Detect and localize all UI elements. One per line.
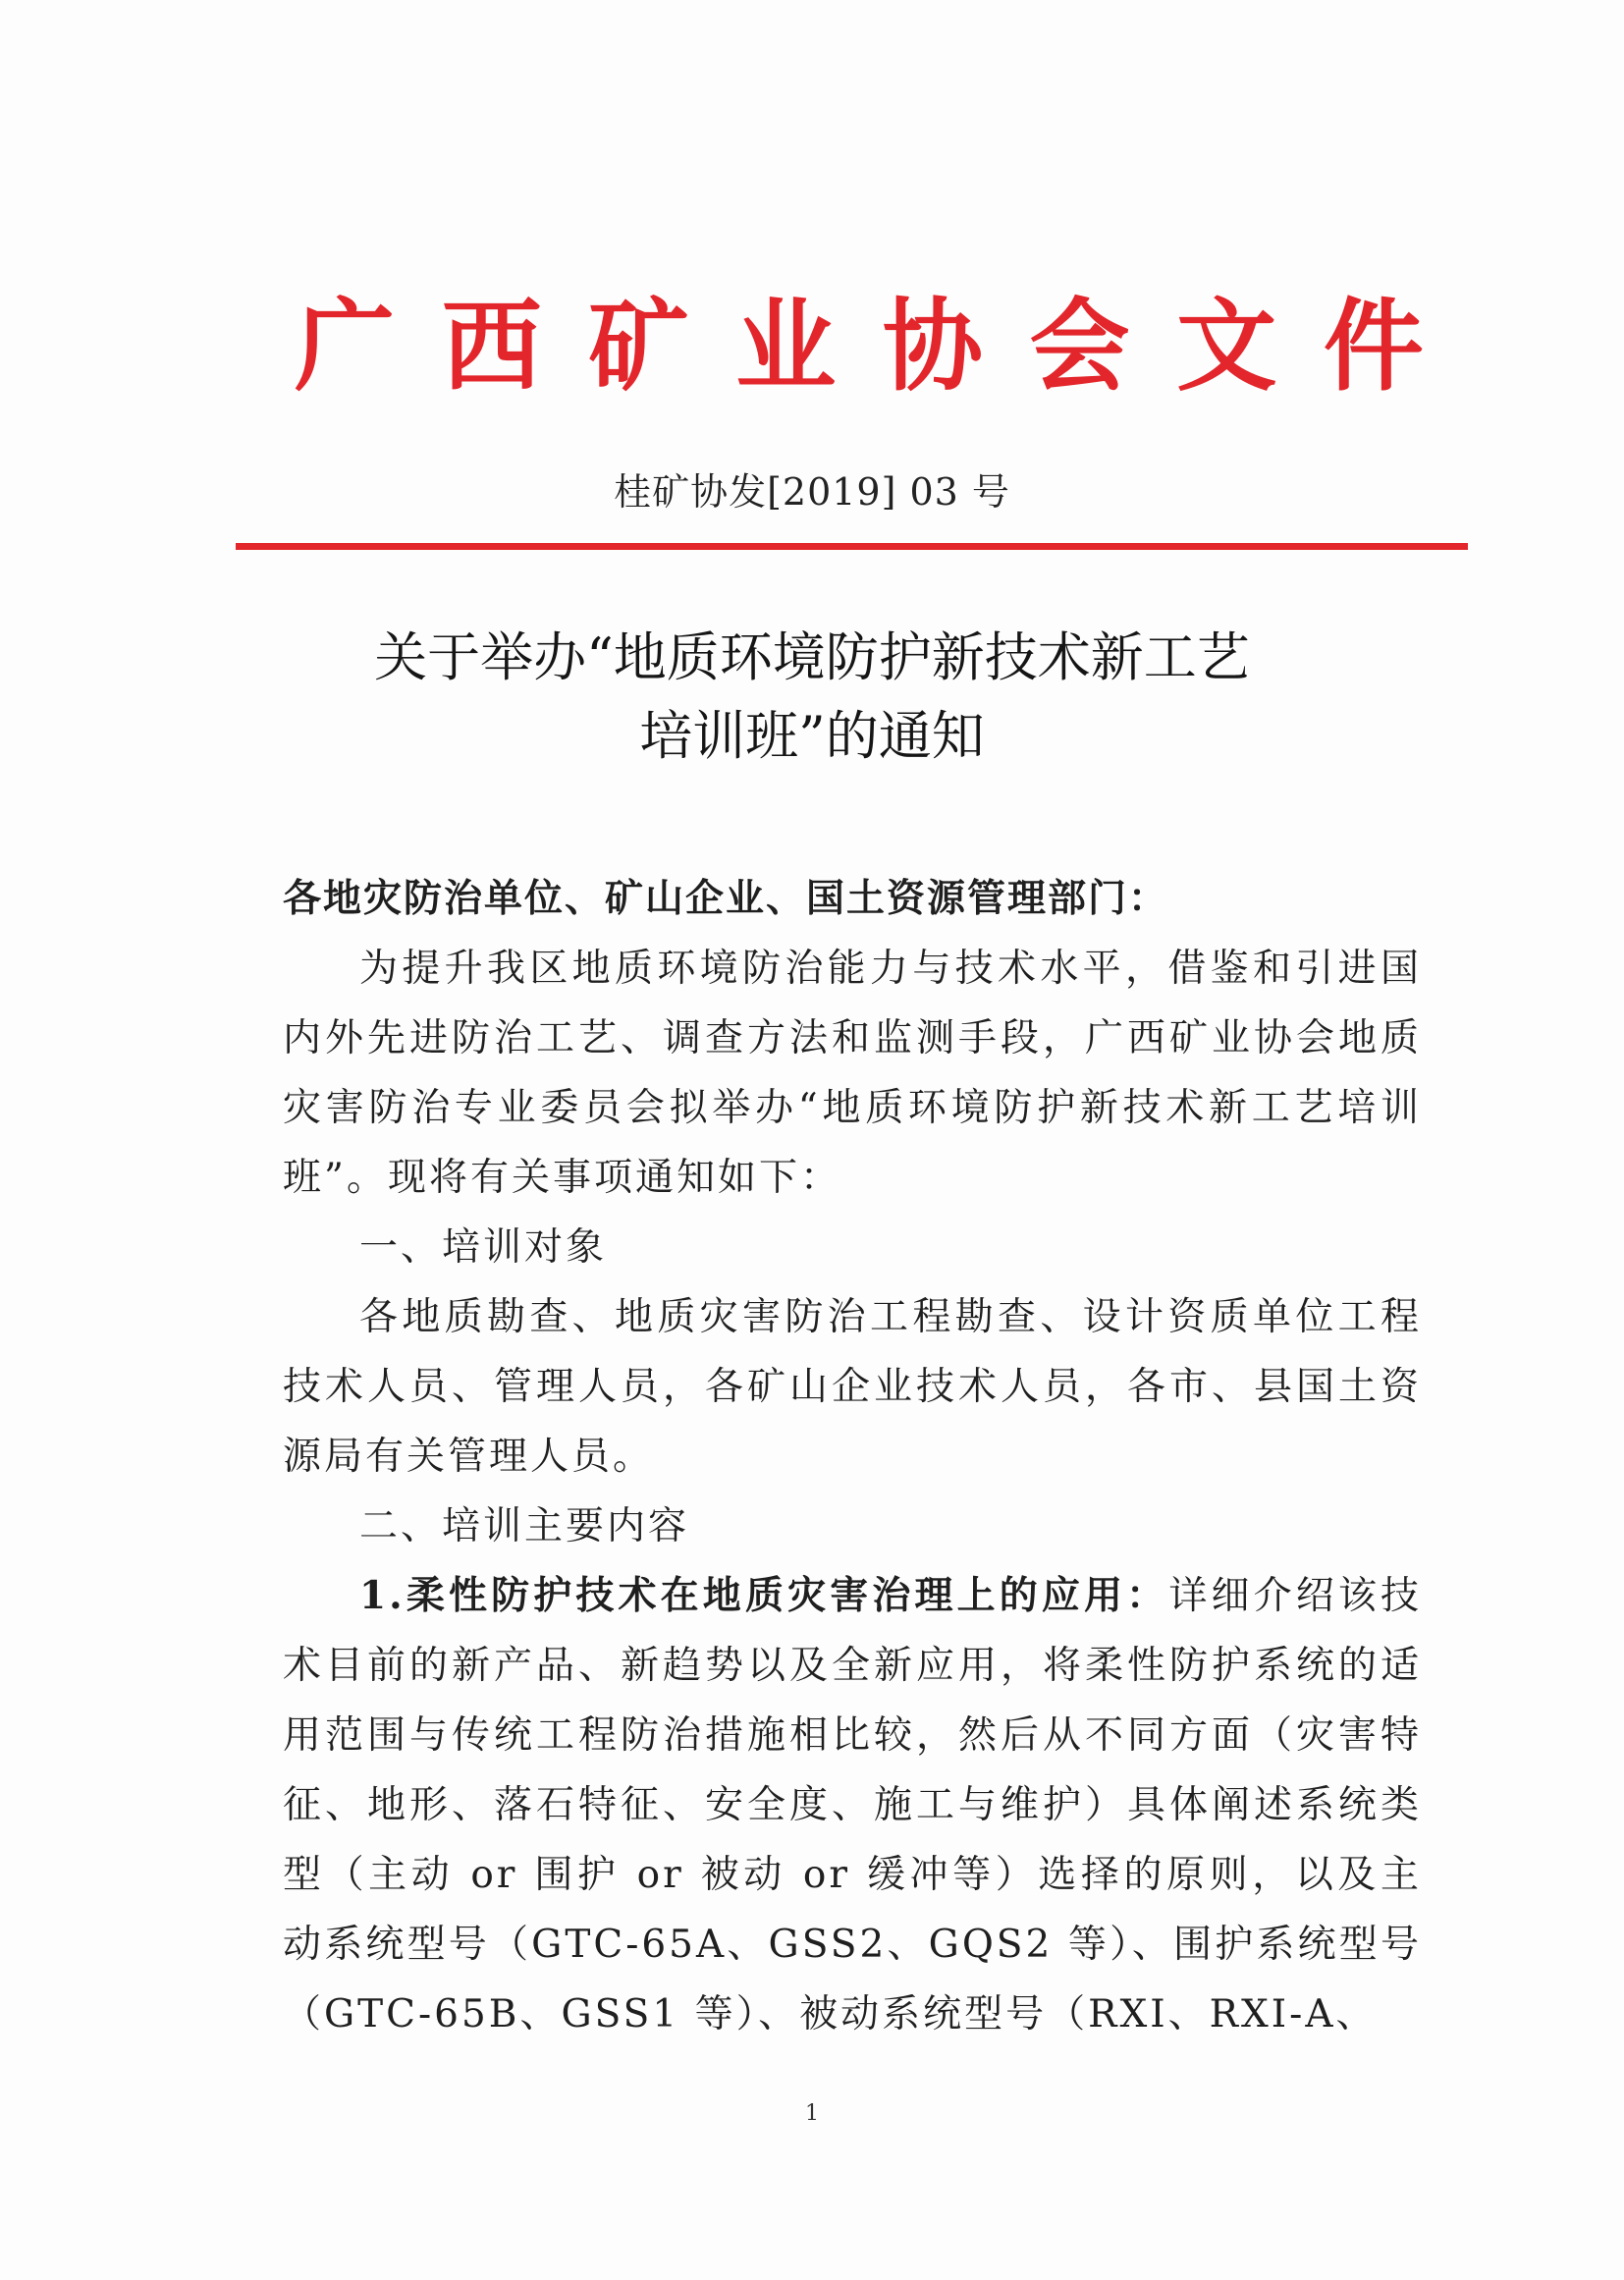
section-paragraph: 各地质勘查、地质灾害防治工程勘查、设计资质单位工程技术人员、管理人员，各矿山企业技术人员，各市、县国土资源局有关管理人员。 [283, 1295, 1422, 1479]
title-line: 关于举办“地质环境防护新技术新工艺 [374, 626, 1250, 688]
masthead-char: 业 [735, 288, 837, 406]
content-item [283, 1561, 1422, 2049]
section-heading: 一、培训对象 [359, 1225, 608, 1270]
masthead-char: 文 [1176, 288, 1277, 406]
document-body [283, 864, 1422, 2049]
item-title: 1.柔性防护技术在地质灾害治理上的应用： [359, 1573, 1169, 1618]
title-line: 培训班”的通知 [639, 705, 985, 767]
masthead-char: 矿 [588, 288, 689, 406]
section-heading: 二、培训主要内容 [359, 1504, 690, 1548]
document-title [0, 619, 1624, 776]
item-text: 详细介绍该技术目前的新产品、新趋势以及全新应用，将柔性防护系统的适用范围与传统工程防治措施相比较，然后从不同方面（灾害特征、地形、落石特征、安全度、施工与维护）具体阐述系统类型（主动 or 围护 or 被动 or 缓冲等）选择的原则，以及主动系统型号（GTC-65A、GSS2、GQS2 等）、围护系统型号（GTC-65B、GSS1 等）、被动系统型号（RXI、RXI-A、 [283, 1574, 1422, 2036]
masthead-char: 西 [441, 288, 542, 406]
masthead-char: 件 [1323, 288, 1424, 406]
salutation: 各地灾防治单位、矿山企业、国土资源管理部门： [283, 876, 1169, 921]
masthead-char: 广 [295, 288, 395, 406]
masthead-char: 会 [1029, 288, 1130, 406]
page-number: 1 [805, 2101, 819, 2126]
red-divider [236, 543, 1468, 550]
masthead-char: 协 [882, 288, 983, 406]
intro-paragraph: 为提升我区地质环境防治能力与技术水平，借鉴和引进国内外先进防治工艺、调查方法和监测手段，广西矿业协会地质灾害防治专业委员会拟举办“地质环境防护新技术新工艺培训班”。现将有关事项通知如下： [283, 947, 1422, 1200]
document-number: 桂矿协发[2019] 03 号 [614, 470, 1010, 514]
masthead [295, 283, 1424, 410]
